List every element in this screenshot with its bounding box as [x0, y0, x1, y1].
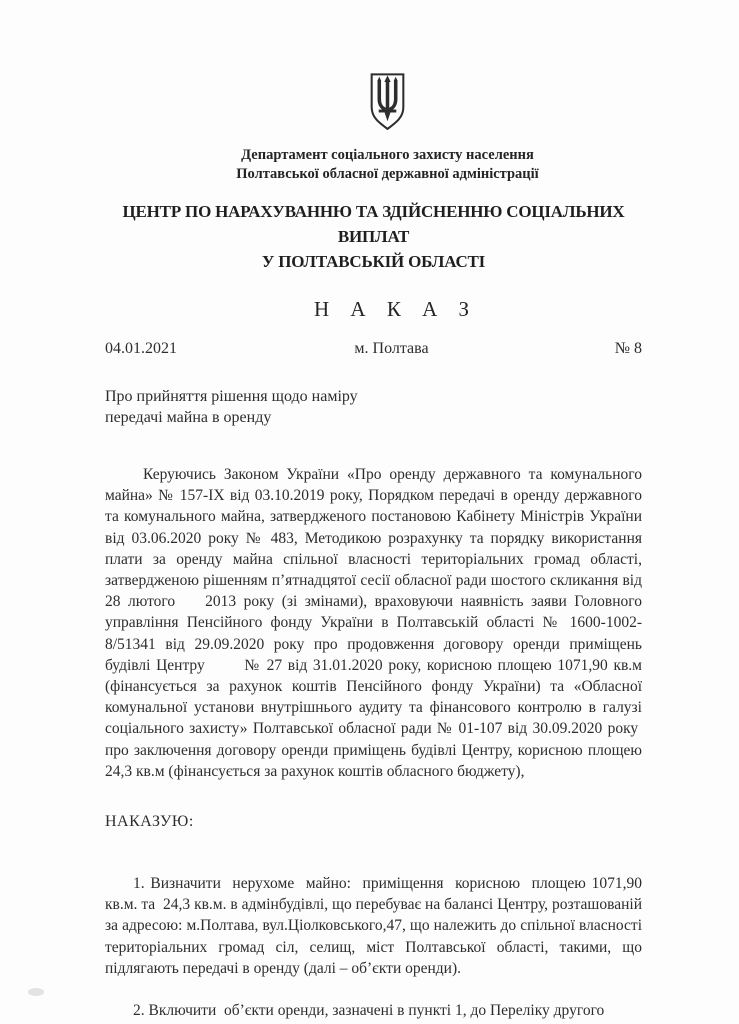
document-type-title: Н А К А З: [313, 297, 478, 321]
subject-line-2: передачі майна в оренду: [105, 409, 272, 426]
coat-of-arms-ukraine-icon: [365, 72, 410, 133]
organization-name-line-2: У ПОЛТАВСЬКІЙ ОБЛАСТІ: [261, 252, 486, 271]
scan-smudge-artifact: [28, 988, 44, 996]
preamble-paragraph: Керуючись Законом України «Про оренду державного та комунального майна» № 157-ІХ від 03.10.2019 року, Порядком передачі в оренду державного та комунального майна, затвердженого постановою Кабінету Міністрів України від 03.06.2020 року № 483, Методикою розрахунку та порядку використання плати за оренду майна спільної власності територіальних громад області, затвердженою рішенням п’ятнадцятої сесії обласної ради шостого скликання від 28 лютого 2013 року (зі змінами), враховуючи наявність заяви Головного управління Пенсійного фонду України в Полтавській області № 1600-1002-8/51341 від 29.09.2020 року про продовження договору оренди приміщень будівлі Центру № 27 від 31.01.2020 року, корисною площею 1071,90 кв.м (фінансується за рахунок коштів Пенсійного фонду України) та «Обласної комунальної установи внутрішнього аудиту та фінансового контролю в галузі соціального захисту» Полтавської обласної ради № 01-107 від 30.09.2020 року про заключення договору оренди приміщень будівлі Центру, корисною площею 24,3 кв.м (фінансується за рахунок коштів обласного бюджету),: [105, 466, 642, 780]
document-date: 04.01.2021: [105, 340, 177, 357]
department-name-line-2: Полтавської обласної державної адміністрації: [236, 166, 539, 182]
document-meta-row: [105, 340, 642, 358]
organization-name-line-1: ЦЕНТР ПО НАРАХУВАННЮ ТА ЗДІЙСНЕННЮ СОЦІАЛЬНИХ ВИПЛАТ: [122, 202, 625, 246]
document-city: м. Полтава: [354, 340, 429, 357]
document-number: № 8: [614, 340, 642, 357]
emblem-container: [119, 72, 656, 138]
document-subject: [105, 386, 642, 428]
subject-line-1: Про прийняття рішення щодо наміру: [105, 388, 358, 405]
document-content: [105, 0, 642, 1021]
department-name-line-1: Департамент соціального захисту населення: [241, 147, 534, 163]
order-item-1: 1. Визначити нерухоме майно: приміщення корисною площею 1071,90 кв.м. та 24,3 кв.м. в адмінбудівлі, що перебуває на балансі Центру, розташованій за адресою: м.Полтава, вул.Ціолковського,47, що належить до спільної власності територіальних громад сіл, селищ, міст Полтавської області, такими, що підлягають передачі в оренду (далі – об’єкти оренди).: [105, 875, 642, 977]
order-word: НАКАЗУЮ:: [105, 813, 194, 831]
order-item-2: 2. Включити об’єкти оренди, зазначені в пункті 1, до Переліку другого: [133, 1002, 605, 1020]
